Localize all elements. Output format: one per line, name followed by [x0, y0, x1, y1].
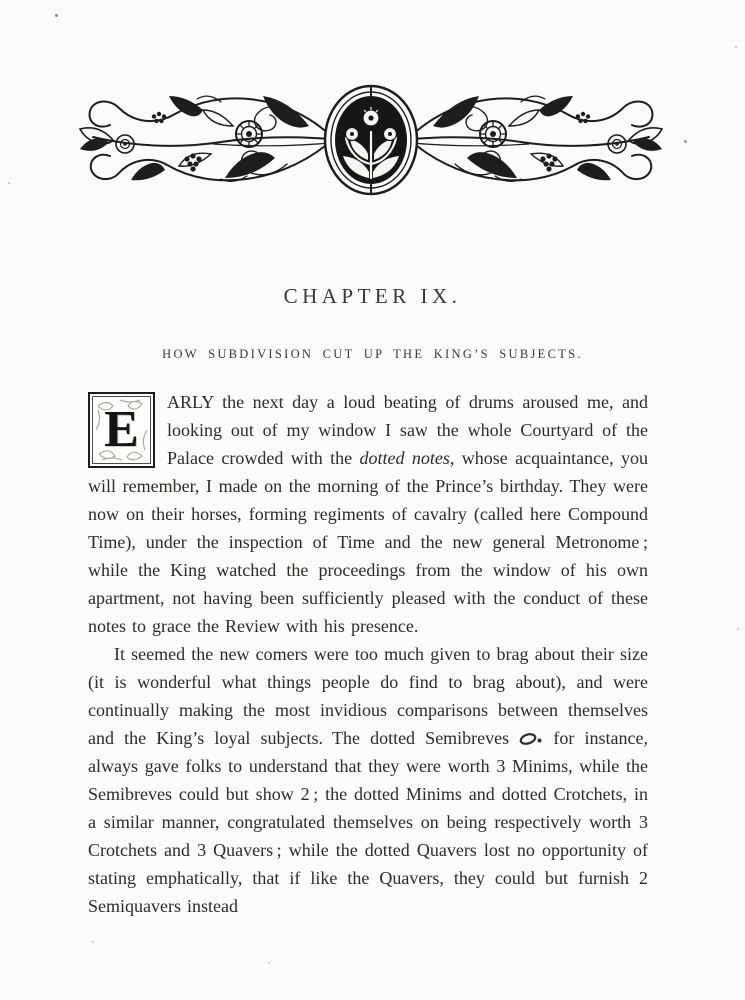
dotted-semibreve-note-icon [519, 732, 543, 745]
dust-speck [684, 140, 687, 143]
paragraph-2-text: for instance, always gave folks to understand that they were worth 3 Minims, while the Semibreves could but show 2 ; the dotted Minims and dotted Crotchets, in a similar manner, congratulated themselves on being respectively worth 3 Crotchets and 3 Quavers ; while the dotted Quavers lost no opportunity of stating emphatically, that if like the Quavers, they could but furnish 2 Semiquavers instead [88, 728, 649, 916]
dust-speck [8, 182, 10, 184]
body-text [88, 388, 648, 920]
chapter-subtitle: HOW SUBDIVISION CUT UP THE KING’S SUBJECTS. [162, 347, 583, 361]
paragraph-1-italic: dotted notes [359, 448, 450, 468]
dust-speck [735, 46, 737, 48]
paragraph-2 [88, 640, 648, 920]
drop-cap-letter: E [104, 401, 139, 458]
headpiece-ornament [75, 84, 667, 196]
paragraph-1-text: , whose acquaintance, you will remember, I made on the morning of the Prince’s birthday. They were now on their horses, forming regiments of cavalry (called here Compound Time), under the inspection of Time and the new general Metronome ; while the King watched the proceedings from the window of his own apartment, not having been sufficiently pleased with the conduct of these notes to grace the Review with his presence. [88, 448, 648, 636]
paragraph-2-text: It seemed the new comers were too much given to brag about their size (it is wonderful what things people do find to brag about), and were continually making the most invidious comparisons between themselves and the King’s loyal subjects. The dotted Semibreves [88, 644, 648, 748]
chapter-heading: CHAPTER IX. [283, 284, 462, 308]
paragraph-1-text: ARLY the next day a loud beating of drums aroused me, and looking out of my window I saw the whole Courtyard of the Palace crowded with the [167, 392, 648, 468]
paragraph-1 [88, 388, 648, 640]
dust-speck [92, 941, 94, 943]
dust-speck [737, 628, 739, 630]
thistle-medallion [325, 86, 417, 194]
dust-speck [268, 962, 270, 964]
dust-speck [55, 14, 58, 17]
drop-cap-initial [88, 392, 155, 468]
